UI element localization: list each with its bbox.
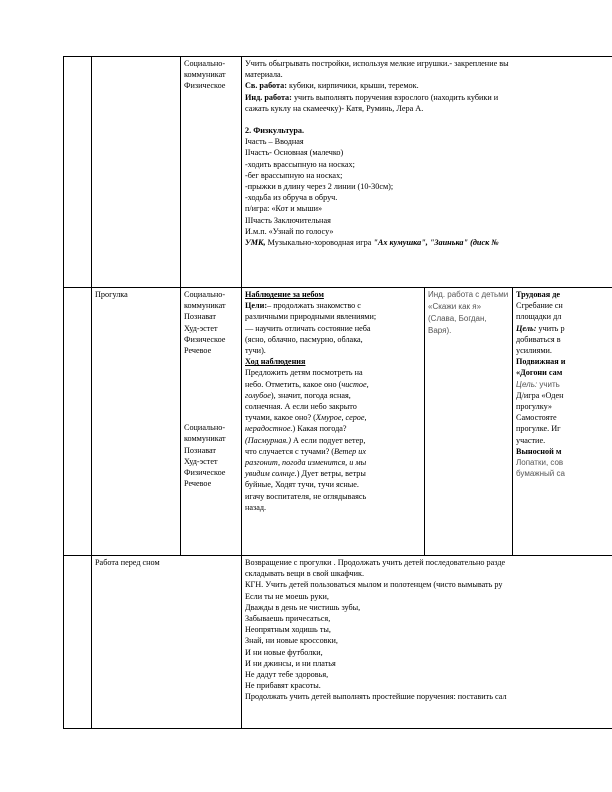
- text-line: [245, 446, 421, 457]
- poem-line: Знай, ни новые кроссовки,: [245, 636, 338, 646]
- poem-line: Не прибавят красоты.: [245, 681, 321, 691]
- labor-title: Трудовая де: [516, 290, 560, 299]
- text-line: IIIчасть Заключительная: [245, 215, 331, 225]
- text-fragment: увидим солнце.: [245, 469, 297, 479]
- text-line: солнечная. А если небо закрыто: [245, 402, 357, 412]
- text-line: Д/игра «Оден: [516, 390, 564, 400]
- individual-work-label: Инд. работа:: [245, 92, 292, 102]
- text-line: [245, 92, 612, 103]
- area-item: Речевое: [184, 346, 212, 356]
- labor-activity-cell: [513, 288, 612, 556]
- text-line: [516, 323, 612, 334]
- area-item: Физическое: [184, 334, 226, 344]
- activity-content-cell: [242, 556, 612, 729]
- area-item: коммуникат: [184, 434, 226, 444]
- area-item: Речевое: [184, 479, 212, 489]
- text-line: Лопатки, сов: [516, 458, 564, 468]
- table-row: [64, 288, 612, 556]
- text-line: назад.: [245, 502, 267, 512]
- area-item: Социально-: [184, 59, 226, 68]
- poem-line: И ни новые футболки,: [245, 647, 323, 657]
- text-line: -ходить врассыпную на носках;: [245, 159, 355, 169]
- observation-cell: [242, 288, 425, 556]
- text-fragment: ), значит, погода ясная,: [270, 390, 351, 400]
- text-line: Учить обыгрывать постройки, используя мелкие игрушки.- закрепление вы: [245, 59, 509, 68]
- area-item: Познават: [184, 312, 217, 322]
- area-item: коммуникат: [184, 301, 226, 311]
- day-cell: [64, 288, 92, 556]
- text-fragment: чистое,: [341, 379, 369, 389]
- text-fragment: А если подует ветер,: [290, 435, 366, 445]
- area-item: Физическое: [184, 468, 226, 478]
- activity-content-cell: [242, 57, 612, 288]
- text-fragment: Хмурое, серое,: [315, 413, 367, 423]
- poem-line: Дважды в день не чистишь зубы,: [245, 602, 361, 612]
- umk-songs: "Ах кумушка", "Заинька" (диск №: [373, 238, 499, 248]
- text-line: игачу воспитателя, не оглядываясь: [245, 491, 367, 501]
- text-fragment: учить: [537, 379, 560, 389]
- text-line: складывать вещи в свой шкафчик.: [245, 569, 365, 579]
- text-line: прогулку»: [516, 402, 552, 412]
- goal-label: Цель:: [516, 323, 537, 333]
- text-line: КГН. Учить детей пользоваться мылом и полотенцем (чисто вымывать ру: [245, 580, 503, 590]
- text-line: И.м.п. «Узнай по голосу»: [245, 226, 334, 236]
- goal-label: Цель:: [516, 379, 538, 389]
- text-line: п/игра: «Кот и мыши»: [245, 204, 323, 214]
- text-fragment: тучами, какое оно? (: [245, 413, 316, 423]
- day-cell: [64, 556, 92, 729]
- table-row: [64, 556, 612, 729]
- poem-line: Забываешь причесаться,: [245, 614, 331, 624]
- observation-progress-heading: Ход наблюдения: [245, 357, 306, 367]
- area-item: Худ-эстет: [184, 456, 218, 466]
- independent-work-text: кубики, кирпичики, крыши, теремок.: [287, 81, 419, 91]
- activity-label-cell: [92, 57, 181, 288]
- text-line: различными природными явлениями;: [245, 312, 377, 322]
- education-areas-cell: [181, 57, 242, 288]
- outdoor-game-title: Подвижная и: [516, 357, 566, 367]
- area-item: Социально-: [184, 423, 226, 433]
- section-heading: 2. Физкультура.: [245, 126, 305, 136]
- text-line: сажать куклу на скамеечку)- Катя, Руминь, Лера А.: [245, 103, 424, 113]
- day-cell: [64, 57, 92, 288]
- text-line: [245, 237, 612, 248]
- area-item: Познават: [184, 445, 217, 455]
- text-fragment: Ветер их: [334, 446, 366, 456]
- poem-line: Не дадут тебе здоровья,: [245, 670, 329, 680]
- umk-label: УМК,: [245, 238, 266, 248]
- text-line: площадки дл: [516, 312, 562, 322]
- poem-line: И ни джинсы, и ни платья: [245, 658, 336, 668]
- individual-work-text: Инд. работа с детьми «Скажи как я» (Слава, Богдан, Варя).: [428, 290, 509, 335]
- activity-label-cell: [92, 288, 181, 556]
- text-line: -бег врассыпную на носках;: [245, 170, 343, 180]
- text-fragment: голубое: [245, 390, 271, 400]
- text-line: [245, 379, 421, 390]
- text-line: — научить отличать состояние неба: [245, 323, 371, 333]
- text-fragment: учить р: [536, 323, 565, 333]
- text-line: [245, 423, 421, 434]
- umk-text: Музыкально-хороводная игра: [265, 238, 374, 248]
- area-item: Социально-: [184, 290, 226, 299]
- area-item: Физическое: [184, 81, 226, 91]
- text-fragment: нерадостное.: [245, 424, 293, 434]
- text-line: -ходьба из обруча в обруч.: [245, 193, 338, 203]
- independent-work-label: Св. работа:: [245, 81, 287, 91]
- outdoor-material-title: Выносной м: [516, 446, 562, 456]
- text-fragment: – продолжать знакомство с: [267, 301, 361, 311]
- area-item: Худ-эстет: [184, 323, 218, 333]
- text-line: [245, 300, 421, 311]
- area-item: коммуникат: [184, 70, 226, 80]
- text-line: [516, 379, 612, 390]
- text-line: «Догони сам: [516, 368, 563, 378]
- text-line: [245, 390, 421, 401]
- text-fragment: небо. Отметить, какое оно (: [245, 379, 342, 389]
- text-line: Предложить детям посмотреть на: [245, 368, 363, 378]
- table-row: [64, 57, 612, 288]
- text-line: материала.: [245, 70, 283, 80]
- text-line: разгонит, погода изменится, и мы: [245, 458, 367, 468]
- text-line: [245, 435, 421, 446]
- goals-label: Цели:: [245, 301, 268, 311]
- text-line: тучи).: [245, 346, 266, 356]
- text-line: Возвращение с прогулки . Продолжать учить детей последовательно разде: [245, 558, 506, 567]
- text-fragment: что случается с тучами? (: [245, 446, 335, 456]
- text-line: -прыжки в длину через 2 линии (10-30см);: [245, 182, 394, 192]
- text-fragment: ) Дует ветры, ветры: [296, 469, 366, 479]
- text-fragment: (Пасмурная.): [245, 435, 291, 445]
- education-areas-cell: [181, 288, 242, 556]
- text-line: участие.: [516, 435, 546, 445]
- text-line: усилиями.: [516, 346, 552, 356]
- individual-work-cell: [425, 288, 513, 556]
- text-line: добиваться в: [516, 334, 561, 344]
- text-line: Продолжать учить детей выполнять простейшие поручения: поставить сал: [245, 692, 507, 702]
- individual-work-text: учить выполнять поручения взрослого (находить кубики и: [291, 92, 499, 102]
- daily-plan-table: [63, 56, 612, 729]
- activity-label: Прогулка: [95, 290, 128, 299]
- activity-label: Работа перед сном: [95, 558, 160, 567]
- text-line: (ясно, облачно, пасмурно, облака,: [245, 334, 363, 344]
- text-line: буйные, Ходят тучи, тучи ясные.: [245, 480, 359, 490]
- poem-line: Если ты не моешь руки,: [245, 591, 329, 601]
- observation-title: Наблюдение за небом: [245, 290, 324, 299]
- poem-line: Неопрятным ходишь ты,: [245, 625, 331, 635]
- text-line: Сгребание сн: [516, 301, 563, 311]
- text-line: [245, 80, 612, 91]
- activity-label-cell: [92, 556, 242, 729]
- text-fragment: ) Какая погода?: [292, 424, 347, 434]
- text-line: IIчасть- Основная (малечко): [245, 148, 344, 158]
- text-line: [245, 468, 421, 479]
- text-line: Самостояте: [516, 413, 557, 423]
- text-line: прогулке. Иг: [516, 424, 561, 434]
- text-line: Iчасть – Вводная: [245, 137, 304, 147]
- text-line: [245, 412, 421, 423]
- text-line: бумажный са: [516, 469, 565, 479]
